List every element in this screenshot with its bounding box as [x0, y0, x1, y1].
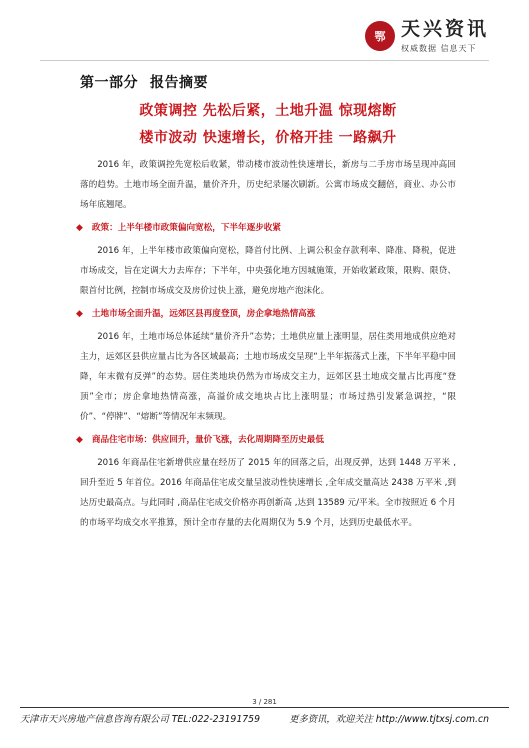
- bullet-heading-housing: [76, 432, 456, 448]
- footer-company-name: 天津市天兴房地产信息咨询有限公司: [20, 714, 169, 725]
- section-part: 第一部分: [80, 75, 138, 91]
- header-divider: [40, 60, 489, 61]
- bullet-heading-policy: [76, 220, 456, 236]
- bullet-heading-text: 政策：上半年楼市政策偏向宽松，下半年逐步收紧: [91, 223, 281, 233]
- brand-block: [401, 18, 489, 54]
- bullet-heading-land: [76, 306, 456, 322]
- footer-website[interactable]: 更多资讯，欢迎关注 http://www.tjtxsj.com.cn: [289, 714, 489, 725]
- footer-company: [20, 711, 260, 725]
- brand-name: 天兴资讯: [400, 18, 489, 40]
- brand-logo-icon: [365, 21, 395, 51]
- bullet-heading-text: 商品住宅市场：供应回升，量价飞涨，去化周期降至历史最低: [91, 435, 324, 445]
- housing-paragraph: 2016 年商品住宅新增供应量在经历了 2015 年的回落之后，出现反弹，达到 1448 万平米 ,回升至近 5 年首位。2016 年商品住宅成交量呈波动性快速增长 ,全年成交量高达 2438 万平米 ,到达历史最高点。与此同时 ,商品住宅成交价格亦再创新高 ,达到 13589 元/平米。全市按照近 6 个月的市场平均成交水平推算，预计全市存量的去化周期仅为 5.9 个月，达到历史最低水平。: [80, 458, 456, 528]
- diamond-icon: ◆: [76, 435, 83, 445]
- headline-2: 楼市波动 快速增长，价格开挂 一路飙升: [139, 130, 397, 146]
- page-number: 3 / 281: [252, 698, 277, 706]
- page-footer: [20, 711, 489, 725]
- footer-divider: [20, 707, 509, 708]
- section-title: [80, 72, 456, 92]
- headline-1: 政策调控 先松后紧，土地升温 惊现熔断: [139, 103, 397, 119]
- bullet-heading-text: 土地市场全面升温，远郊区县再度登顶，房企拿地热情高涨: [91, 309, 316, 319]
- land-paragraph: 2016 年，土地市场总体延续“量价齐升”态势；土地供应量上涨明显，居住类用地成供应绝对主力，远郊区县供应量占比为各区域最高；土地市场成交呈现“上半年振荡式上涨，下半年平稳中回降，年末微有反弹”的态势。居住类地块仍然为市场成交主力，远郊区县土地成交量占比再度“登顶”全市；房企拿地热情高涨，高溢价成交地块占比上涨明显；市场过热引发紧急调控，“限价”、“停牌”、“熔断”等情况年末频现。: [80, 332, 456, 422]
- diamond-icon: ◆: [76, 309, 83, 319]
- section-name: 报告摘要: [150, 75, 208, 91]
- policy-paragraph: 2016 年，上半年楼市政策偏向宽松，降首付比例、上调公积金存款利率、降准、降税，促进市场成交，旨在定调大力去库存；下半年，中央强化地方因城施策，开始收紧政策，限购、限贷、限首付比例，控制市场成交及房价过快上涨，避免房地产泡沫化。: [80, 246, 456, 296]
- report-body: [76, 72, 456, 533]
- logo-text: 鄂: [374, 30, 386, 43]
- footer-tel: TEL:022-23191759: [171, 714, 261, 725]
- page-header: [365, 18, 489, 58]
- intro-paragraph: 2016 年，政策调控先宽松后收紧，带动楼市波动性快速增长，新房与二手房市场呈现冲高回落的趋势。土地市场全面升温，量价齐升，历史纪录屡次刷新。公寓市场成交翻倍，商业、办公市场年底翘尾。: [80, 160, 456, 210]
- diamond-icon: ◆: [76, 223, 83, 233]
- brand-slogan: 权威数据 信息天下: [400, 44, 477, 53]
